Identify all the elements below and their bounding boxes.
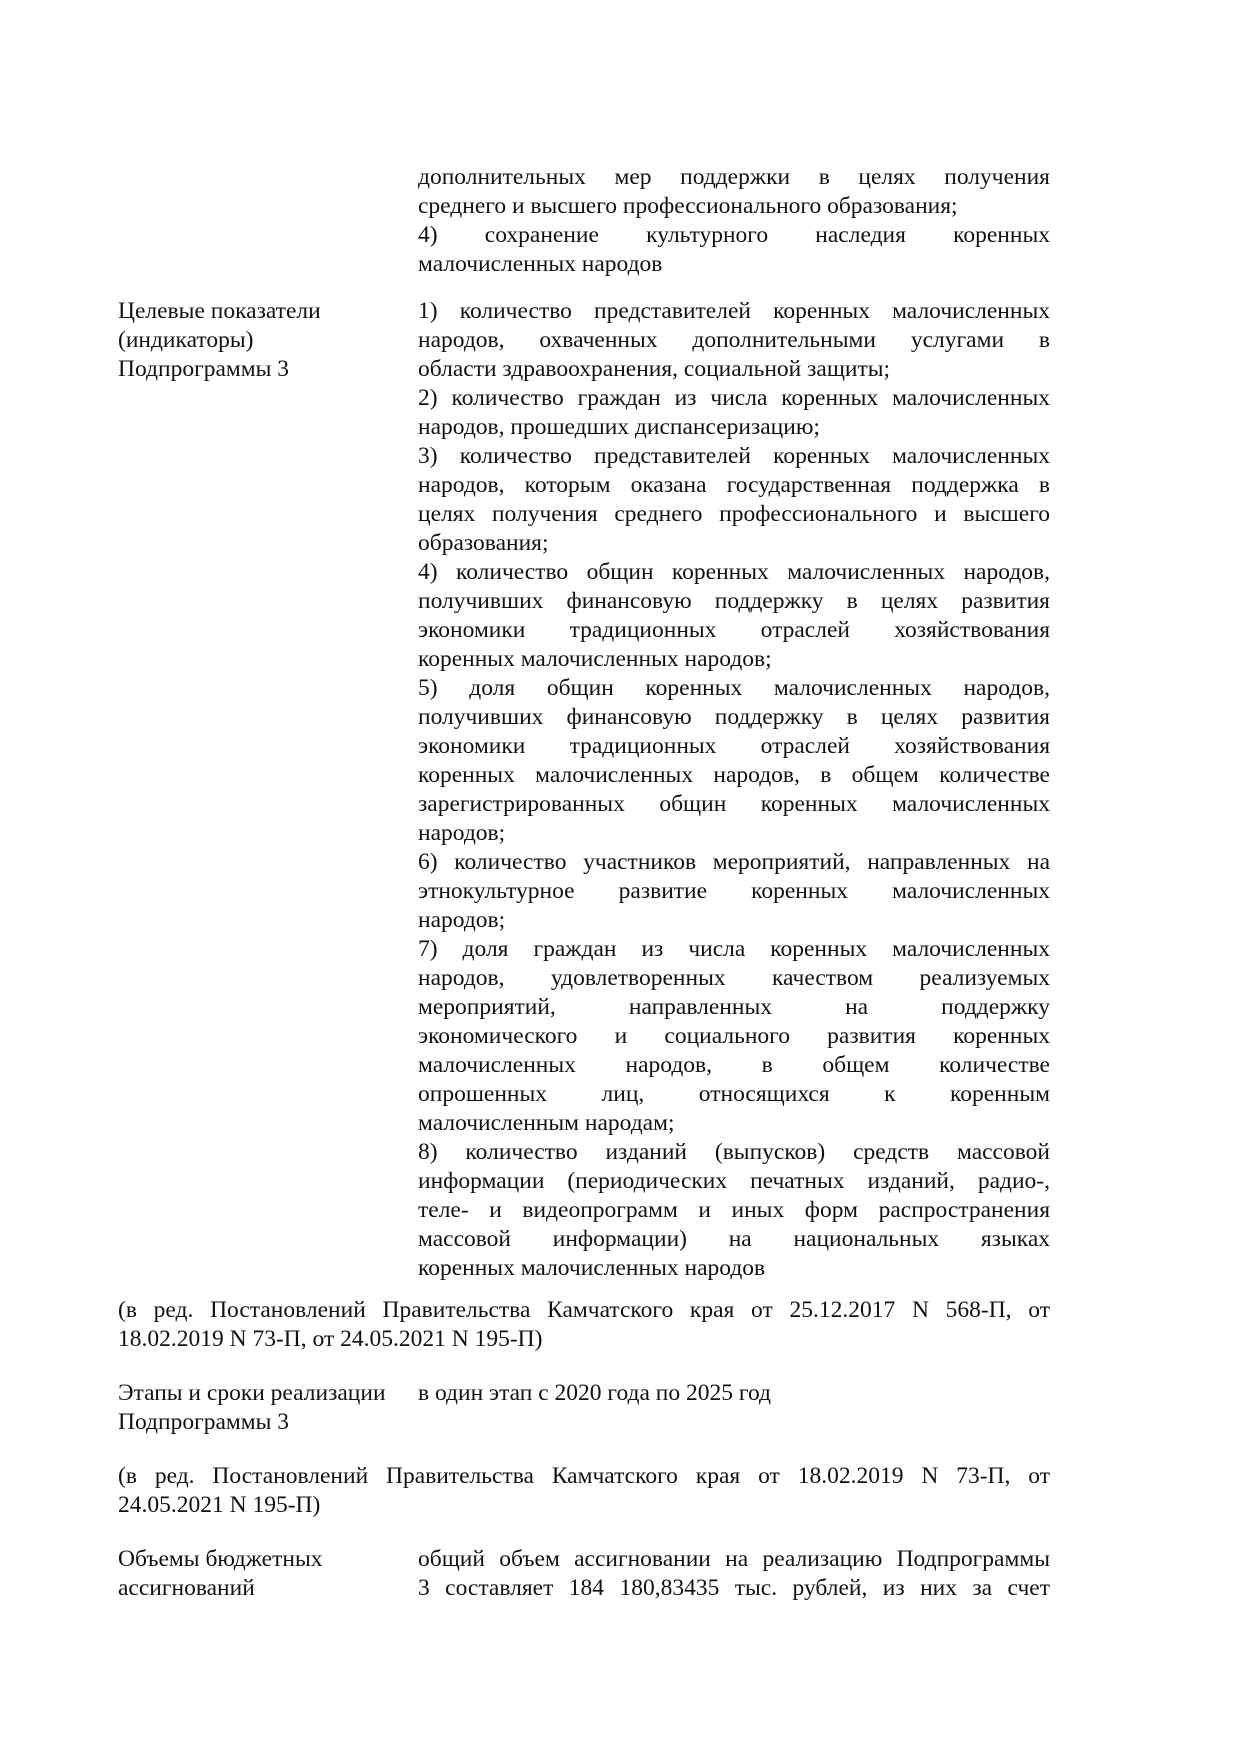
text-line: 5) доля общин коренных малочисленных народов, bbox=[418, 675, 1050, 701]
paragraph bbox=[418, 848, 1050, 935]
paragraph bbox=[418, 1138, 1050, 1283]
text-line: малочисленным народам; bbox=[418, 1110, 675, 1136]
paragraph bbox=[418, 384, 1050, 442]
text-line: получивших финансовую поддержку в целях развития bbox=[418, 588, 1050, 614]
text-line: народов, удовлетворенных качеством реализуемых bbox=[418, 965, 1050, 991]
paragraph bbox=[118, 1296, 1050, 1354]
text-line: экономики традиционных отраслей хозяйствования bbox=[418, 617, 1050, 643]
text-line: 3 составляет 184 180,83435 тыс. рублей, из них за счет bbox=[418, 1575, 1050, 1601]
text-line: дополнительных мер поддержки в целях получения bbox=[418, 164, 1050, 190]
paragraph bbox=[418, 163, 1050, 221]
row-label-line: ассигнований bbox=[118, 1575, 255, 1601]
paragraph bbox=[118, 1462, 1050, 1520]
text-line: народов, прошедших диспансеризацию; bbox=[418, 414, 820, 440]
text-line: общий объем ассигновании на реализацию Подпрограммы bbox=[418, 1546, 1050, 1572]
row-label bbox=[118, 1379, 408, 1437]
paragraph bbox=[418, 442, 1050, 558]
text-line: зарегистрированных общин коренных малочисленных bbox=[418, 791, 1050, 817]
paragraph bbox=[418, 221, 1050, 279]
text-line: опрошенных лиц, относящихся к коренным bbox=[418, 1081, 1050, 1107]
text-line: теле- и видеопрограмм и иных форм распространения bbox=[418, 1197, 1050, 1223]
row-content bbox=[418, 163, 1050, 279]
row-content bbox=[118, 1296, 1050, 1354]
row-content bbox=[418, 1545, 1050, 1603]
text-line: экономического и социального развития коренных bbox=[418, 1023, 1050, 1049]
text-line: 2) количество граждан из числа коренных малочисленных bbox=[418, 385, 1050, 411]
text-line: 18.02.2019 N 73-П, от 24.05.2021 N 195-П) bbox=[118, 1326, 543, 1352]
row-label-line: (индикаторы) bbox=[118, 327, 254, 353]
text-line: народов, охваченных дополнительными услугами в bbox=[418, 327, 1050, 353]
row-label-line: Целевые показатели bbox=[118, 298, 321, 324]
text-line: (в ред. Постановлений Правительства Камчатского края от 18.02.2019 N 73-П, от bbox=[118, 1463, 1050, 1489]
paragraph bbox=[418, 1545, 1050, 1603]
text-line: получивших финансовую поддержку в целях развития bbox=[418, 704, 1050, 730]
row-label bbox=[118, 297, 408, 384]
text-line: коренных малочисленных народов bbox=[418, 1255, 766, 1281]
text-line: 3) количество представителей коренных малочисленных bbox=[418, 443, 1050, 469]
text-line: 24.05.2021 N 195-П) bbox=[118, 1492, 321, 1518]
text-line: этнокультурное развитие коренных малочисленных bbox=[418, 878, 1050, 904]
text-line: 1) количество представителей коренных малочисленных bbox=[418, 298, 1050, 324]
text-line: 7) доля граждан из числа коренных малочисленных bbox=[418, 936, 1050, 962]
text-line: (в ред. Постановлений Правительства Камчатского края от 25.12.2017 N 568-П, от bbox=[118, 1297, 1050, 1323]
text-line: народов; bbox=[418, 820, 506, 846]
text-line: 8) количество изданий (выпусков) средств массовой bbox=[418, 1139, 1050, 1165]
text-line: народов; bbox=[418, 907, 506, 933]
paragraph bbox=[418, 1379, 1050, 1408]
text-line: среднего и высшего профессионального образования; bbox=[418, 193, 958, 219]
text-line: народов, которым оказана государственная поддержка в bbox=[418, 472, 1050, 498]
paragraph bbox=[418, 297, 1050, 384]
text-line: 4) сохранение культурного наследия коренных bbox=[418, 222, 1050, 248]
text-line: 4) количество общин коренных малочисленных народов, bbox=[418, 559, 1050, 585]
row-label bbox=[118, 1545, 408, 1603]
row-label-line: Подпрограммы 3 bbox=[118, 1409, 290, 1435]
paragraph bbox=[418, 674, 1050, 848]
text-line: малочисленных народов, в общем количестве bbox=[418, 1052, 1050, 1078]
text-line: экономики традиционных отраслей хозяйствования bbox=[418, 733, 1050, 759]
row-content bbox=[118, 1462, 1050, 1520]
paragraph bbox=[418, 558, 1050, 674]
row-content bbox=[418, 1379, 1050, 1408]
text-line: коренных малочисленных народов, в общем количестве bbox=[418, 762, 1050, 788]
text-line: информации (периодических печатных изданий, радио-, bbox=[418, 1168, 1050, 1194]
text-line: в один этап с 2020 года по 2025 год bbox=[418, 1380, 771, 1406]
text-line: мероприятий, направленных на поддержку bbox=[418, 994, 1050, 1020]
text-line: целях получения среднего профессионального и высшего bbox=[418, 501, 1050, 527]
text-line: малочисленных народов bbox=[418, 251, 663, 277]
row-label-line: Этапы и сроки реализации bbox=[118, 1380, 386, 1406]
text-line: 6) количество участников мероприятий, направленных на bbox=[418, 849, 1050, 875]
row-content bbox=[418, 297, 1050, 1283]
text-line: области здравоохранения, социальной защиты; bbox=[418, 356, 891, 382]
paragraph bbox=[418, 935, 1050, 1138]
text-line: образования; bbox=[418, 530, 549, 556]
text-line: коренных малочисленных народов; bbox=[418, 646, 772, 672]
row-label-line: Объемы бюджетных bbox=[118, 1546, 323, 1572]
text-line: массовой информации) на национальных языках bbox=[418, 1226, 1050, 1252]
row-label-line: Подпрограммы 3 bbox=[118, 356, 290, 382]
